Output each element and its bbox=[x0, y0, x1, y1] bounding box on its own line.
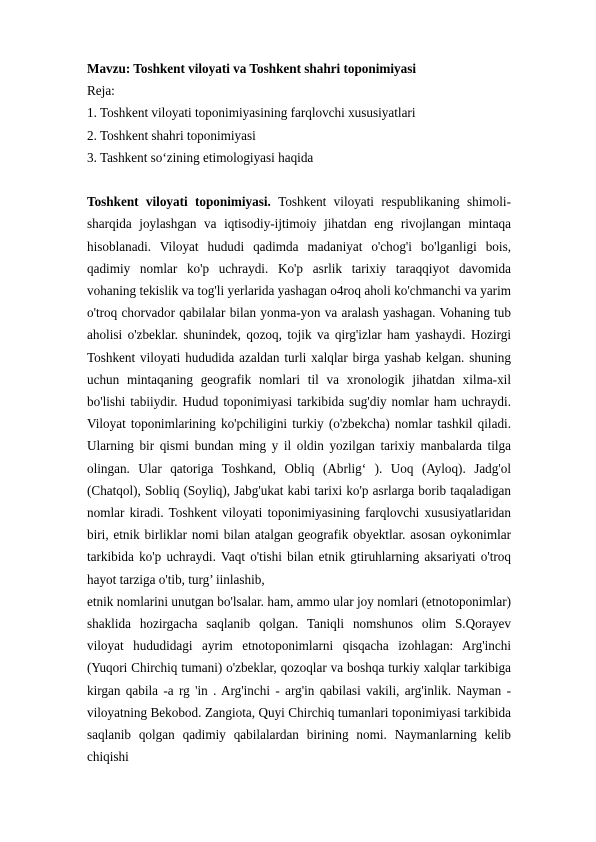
paragraph-spacer bbox=[87, 169, 511, 191]
plan-item-1: 1. Toshkent viloyati toponimiyasining farqlovchi xususiyatlari bbox=[87, 105, 416, 121]
paragraph-text: Toshkent viloyati respublikaning shimoli-sharqida joylashgan va iqtisodiy-ijtimoiy jihatdan eng rivojlangan mintaqa hisoblanadi. Viloyat hududi qadimda madaniyat o'chog'i bo'lganligi bois, qadimiy nomlar ko'p uchraydi. Ko'p asrlik tarixiy taraqqiyot davomida vohaning tekislik va tog'li yerlarida yashagan o4roq aholi ko'chmanchi va yarim o'troq chorvador qabilalar bilan yonma-yon va aralash yashagan. Vohaning tub aholisi o'zbeklar. shunindek, qozoq, tojik va qirg'izlar ham yashaydi. Hozirgi Toshkent viloyati hududida azaldan turli xalqlar birga yashab kelgan. shuning uchun mintaqaning geografik nomlari til va xronologik jihatdan xilma-xil bo'lishi tabiiydir. Hudud toponimiyasi tarkibida sug'diy nomlar ham uchraydi. Viloyat toponimlarining ko'pchiligini turkiy (o'zbekcha) nomlar tashkil qiladi. Ularning bir qismi bundan ming y il oldin yozilgan tarixiy manbalarda tilga olingan. Ular qatoriga Toshkand, Obliq (Abrlig‘ ). Uoq (Ayloq). Jadg'ol (Chatqol), Sobliq (Soyliq), Jabg'ukat kabi tarixi ko'p asrlarga borib taqaladigan nomlar kiradi. Toshkent viloyati toponimiyasining farqlovchi xususiyatlaridan biri, etnik birliklar nomi bilan atalgan geografik obyektlar. asosan oykonimlar tarkibida ko'p uchraydi. Vaqt o'tishi bilan etnik gtiruhlarning aksariyati o'troq hayot tarziga o'tib, turg’ iinlashib, bbox=[87, 194, 511, 587]
document-title: Mavzu: Toshkent viloyati va Toshkent shahri toponimiyasi bbox=[87, 61, 417, 76]
plan-item-2: 2. Toshkent shahri toponimiyasi bbox=[87, 127, 256, 143]
body-paragraph bbox=[87, 191, 511, 591]
document-content bbox=[87, 58, 511, 768]
paragraph-lead: Toshkent viloyati toponimiyasi. bbox=[87, 194, 279, 210]
plan-item-3: 3. Tashkent so‘zining etimologiyasi haqida bbox=[87, 149, 314, 165]
body-paragraph-continued bbox=[87, 591, 511, 769]
paragraph-text-continued: etnik nomlarini unutgan bo'lsalar. ham, ammo ular joy nomlari (etnotoponimlar) shaklida hozirgacha saqlanib qolgan. Taniqli nomshunos olim S.Qorayev viloyat hududidagi ayrim etnotoponimlarni qisqacha izohlagan: Arg'inchi (Yuqori Chirchiq tumani) o'zbeklar, qozoqlar va boshqa turkiy xalqlar tarkibiga kirgan qabila -a rg 'in . Arg'inchi - arg'in qabilasi vakili, arg'inlik. Nayman - viloyatning Bekobod. Zangiota, Quyi Chirchiq tumanlari toponimiyasi tarkibida saqlanib qolgan qadimiy qabilalardan birining nomi. Naymanlarning kelib chiqishi bbox=[87, 593, 511, 765]
plan-label: Reja: bbox=[87, 83, 115, 99]
